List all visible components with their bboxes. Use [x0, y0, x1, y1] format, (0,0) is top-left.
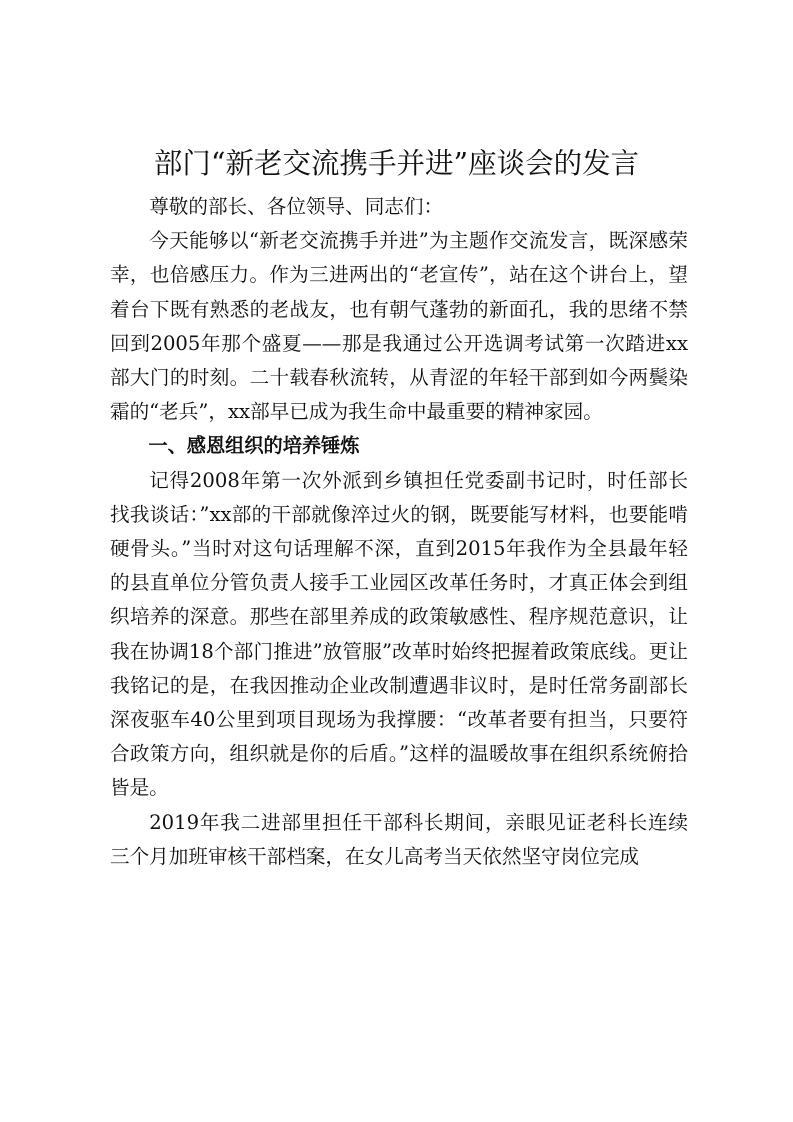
- paragraph-section1-1: 记得2008年第一次外派到乡镇担任党委副书记时，时任部长找我谈话：”xx部的干部就像淬过火的钢，既要能写材料，也要能啃硬骨头。”当时对这句话理解不深，直到2015年我作为全县最年轻的县直单位分管负责人接手工业园区改革任务时，才真正体会到组织培养的深意。那些在部里养成的政策敏感性、程序规范意识，让我在协调18个部门推进”放管服”改革时始终把握着政策底线。更让我铭记的是，在我因推动企业改制遭遇非议时，是时任常务副部长深夜驱车40公里到项目现场为我撑腰：“改革者要有担当，只要符合政策方向，组织就是你的后盾。”这样的温暖故事在组织系统俯拾皆是。: [110, 468, 688, 800]
- paragraph-section1-2: 2019年我二进部里担任干部科长期间，亲眼见证老科长连续三个月加班审核干部档案，在女儿高考当天依然坚守岗位完成: [110, 810, 688, 868]
- greeting: 尊敬的部长、各位领导、同志们：: [149, 195, 444, 218]
- document-title: 部门“新老交流携手并进”座谈会的发言: [153, 147, 640, 180]
- section-heading: 一、感恩组织的培养锤炼: [148, 434, 360, 458]
- document-body: [110, 190, 688, 874]
- paragraph-intro: 今天能够以“新老交流携手并进”为主题作交流发言，既深感荣幸，也倍感压力。作为三进两出的“老宣传”，站在这个讲台上，望着台下既有熟悉的老战友，也有朝气蓬勃的新面孔，我的思绪不禁回到2005年那个盛夏——那是我通过公开选调考试第一次踏进xx部大门的时刻。二十载春秋流转，从青涩的年轻干部到如今两鬓染霜的“老兵”，xx部早已成为我生命中最重要的精神家园。: [110, 229, 688, 424]
